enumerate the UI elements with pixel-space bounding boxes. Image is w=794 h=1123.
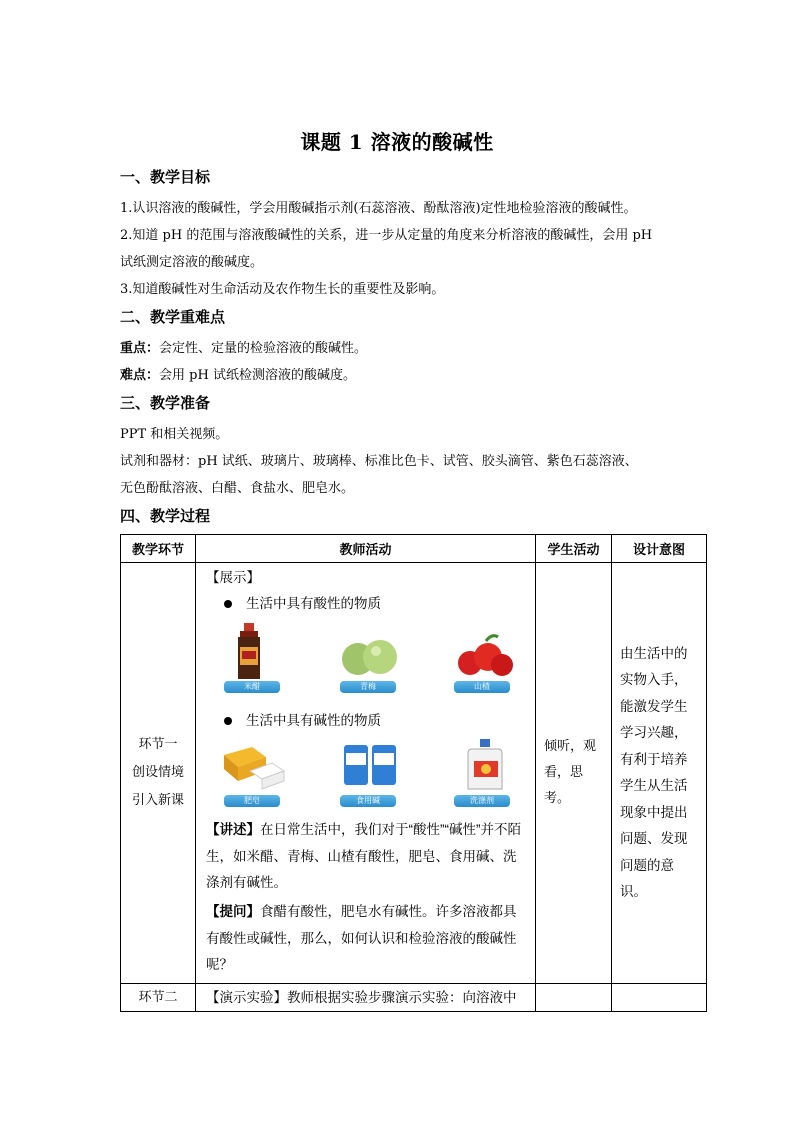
table-row [121, 984, 707, 1012]
item-tag: 青梅 [340, 681, 396, 693]
hawthorn-image [450, 621, 520, 693]
green-plum-image [336, 621, 406, 693]
teacher-activity-cell: 【演示实验】教师根据实验步骤演示实验：向溶液中 [196, 984, 536, 1012]
section-heading-key-points: 二、教学重难点 [120, 308, 226, 326]
segment-cell: 环节二 [121, 984, 196, 1012]
table-header-row [121, 535, 707, 563]
process-table [120, 534, 707, 1012]
ask-paragraph: 【提问】食醋有酸性，肥皂水有碱性。许多溶液都具有酸性或碱性，那么，如何认识和检验溶液的酸碱性呢？ [206, 904, 517, 972]
objective-1: 1.认识溶液的酸碱性，学会用酸碱指示剂(石蕊溶液、酚酞溶液)定性地检验溶液的酸碱性。 [120, 201, 637, 216]
design-intent-cell: 由生活中的实物入手，能激发学生学习兴趣，有利于培养学生从生活现象中提出问题、发现问题的意识。 [612, 563, 707, 984]
detergent-image [450, 735, 520, 807]
section-heading-objectives: 一、教学目标 [120, 168, 211, 186]
item-tag: 洗涤剂 [454, 795, 510, 807]
header-teacher: 教师活动 [196, 535, 536, 563]
design-intent-cell [612, 984, 707, 1012]
acid-bullet: 生活中具有酸性的物质 [224, 592, 381, 612]
student-activity-cell [536, 984, 612, 1012]
table-row [121, 563, 707, 984]
key-point-line: 重点：会定性、定量的检验溶液的酸碱性。 [120, 341, 368, 356]
objective-2-cont: 试纸测定溶液的酸碱度。 [120, 255, 264, 270]
section-heading-process: 四、教学过程 [120, 507, 211, 525]
difficulty-line: 难点：会用 pH 试纸检测溶液的酸碱度。 [120, 368, 356, 383]
item-tag: 山楂 [454, 681, 510, 693]
edible-alkali-image [336, 735, 406, 807]
teacher-activity-cell [196, 563, 536, 984]
page-title: 课题 1 溶液的酸碱性 [300, 130, 494, 154]
segment-cell [121, 563, 196, 984]
objective-3: 3.知道酸碱性对生命活动及农作物生长的重要性及影响。 [120, 282, 445, 297]
student-activity-cell: 倾听，观看，思考。 [536, 563, 612, 984]
objective-2: 2.知道 pH 的范围与溶液酸碱性的关系，进一步从定量的角度来分析溶液的酸碱性，会用 pH [120, 228, 653, 243]
prep-line-3: 无色酚酞溶液、白醋、食盐水、肥皂水。 [120, 481, 355, 496]
narrate-paragraph: 【讲述】在日常生活中，我们对于“酸性”“碱性”并不陌生，如米醋、青梅、山楂有酸性，肥皂、食用碱、洗涤剂有碱性。 [206, 822, 521, 890]
vinegar-image [220, 621, 290, 693]
prep-line-1: PPT 和相关视频。 [120, 427, 229, 442]
prep-line-2: 试剂和器材：pH 试纸、玻璃片、玻璃棒、标准比色卡、试管、胶头滴管、紫色石蕊溶液、 [120, 454, 638, 469]
segment-line: 环节一 [138, 737, 178, 752]
header-segment: 教学环节 [121, 535, 196, 563]
header-intent: 设计意图 [612, 535, 707, 563]
show-label: 【展示】 [206, 570, 260, 585]
header-student: 学生活动 [536, 535, 612, 563]
segment-line: 创设情境 [131, 765, 184, 780]
soap-image [220, 735, 290, 807]
segment-line: 引入新课 [131, 793, 184, 808]
item-tag: 肥皂 [224, 795, 280, 807]
base-bullet: 生活中具有碱性的物质 [224, 709, 381, 729]
section-heading-preparation: 三、教学准备 [120, 394, 211, 412]
item-tag: 米醋 [224, 681, 280, 693]
item-tag: 食用碱 [340, 795, 396, 807]
